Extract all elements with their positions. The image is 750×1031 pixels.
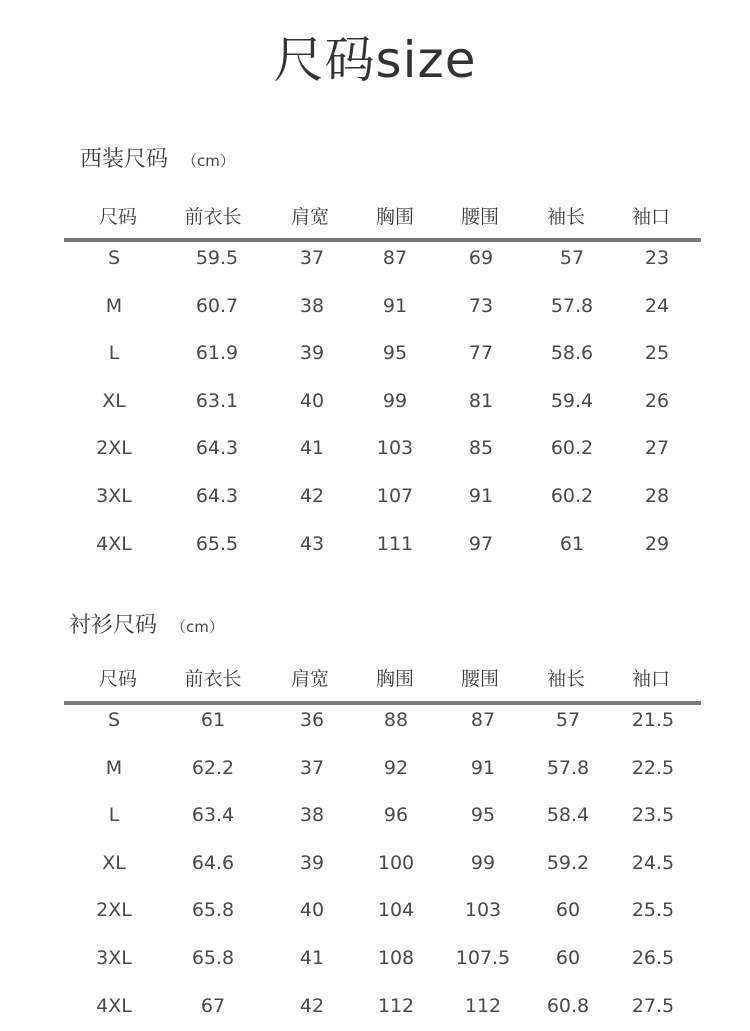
table-cell: 64.3 [195,485,239,507]
table-cell: 88 [383,709,409,731]
table-cell: 61 [559,533,585,555]
table-cell: 61 [200,709,226,731]
table-cell: 60.7 [195,295,239,317]
table-cell: L [108,804,120,826]
table-cell: 38 [299,804,325,826]
table-cell: 65.5 [195,533,239,555]
suit-header-cell: 前衣长 [184,206,242,228]
suit-unit-label: （cm） [182,152,235,170]
table-cell: 91 [468,485,494,507]
table-cell: 58.6 [550,342,594,364]
table-cell: 108 [377,947,415,969]
suit-header-cell: 腰围 [460,206,499,228]
table-cell: 64.6 [191,852,235,874]
table-cell: 21.5 [631,709,675,731]
table-cell: XL [102,852,126,874]
table-cell: 27 [644,437,670,459]
table-cell: 62.2 [191,757,235,779]
table-cell: 41 [299,947,325,969]
table-cell: 103 [376,437,414,459]
table-cell: 60 [555,899,581,921]
table-cell: S [107,247,121,269]
table-cell: 26.5 [631,947,675,969]
shirt-header-cell: 腰围 [460,668,499,690]
table-cell: 95 [470,804,496,826]
shirt-header-cell: 胸围 [375,668,414,690]
table-cell: 42 [299,485,325,507]
table-cell: 96 [383,804,409,826]
shirt-header-cell: 袖口 [631,668,670,690]
table-cell: 25 [644,342,670,364]
suit-header-cell: 肩宽 [290,206,329,228]
table-cell: 91 [470,757,496,779]
table-cell: 2XL [96,437,132,459]
table-cell: 61.9 [195,342,239,364]
suit-section-title-text: 西装尺码 [80,147,169,172]
table-cell: 58.4 [546,804,590,826]
table-cell: 24.5 [631,852,675,874]
table-cell: 60.8 [546,995,590,1017]
table-cell: 26 [644,390,670,412]
table-cell: 3XL [96,485,132,507]
table-cell: 39 [299,342,325,364]
shirt-header-divider [64,701,701,705]
table-cell: 60.2 [550,437,594,459]
table-cell: 111 [376,533,414,555]
table-cell: 59.2 [546,852,590,874]
table-cell: 24 [644,295,670,317]
table-cell: 25.5 [631,899,675,921]
table-cell: 28 [644,485,670,507]
table-cell: 40 [299,899,325,921]
table-cell: M [105,295,123,317]
suit-header-divider [64,238,701,242]
table-cell: 41 [299,437,325,459]
table-cell: 42 [299,995,325,1017]
table-cell: M [105,757,123,779]
table-cell: 77 [468,342,494,364]
table-cell: 57 [555,709,581,731]
table-cell: 107.5 [455,947,511,969]
table-cell: 3XL [96,947,132,969]
suit-header-cell: 尺码 [98,206,137,228]
table-cell: S [107,709,121,731]
table-cell: 40 [299,390,325,412]
table-cell: 4XL [96,533,132,555]
table-cell: 100 [377,852,415,874]
table-cell: 63.1 [195,390,239,412]
page-title: 尺码size [273,31,477,89]
table-cell: 29 [644,533,670,555]
table-cell: 60.2 [550,485,594,507]
table-cell: XL [102,390,126,412]
suit-header-cell: 袖口 [631,206,670,228]
table-cell: 63.4 [191,804,235,826]
table-cell: 65.8 [191,899,235,921]
table-cell: 27.5 [631,995,675,1017]
table-cell: L [108,342,120,364]
table-cell: 23.5 [631,804,675,826]
table-cell: 91 [382,295,408,317]
shirt-header-cell: 肩宽 [290,668,329,690]
table-cell: 99 [470,852,496,874]
shirt-header-cell: 尺码 [98,668,137,690]
table-cell: 57.8 [546,757,590,779]
table-cell: 92 [383,757,409,779]
table-cell: 103 [464,899,502,921]
table-cell: 57.8 [550,295,594,317]
table-cell: 99 [382,390,408,412]
shirt-header-cell: 袖长 [546,668,585,690]
suit-section-title [80,145,235,176]
table-cell: 60 [555,947,581,969]
table-cell: 87 [382,247,408,269]
table-cell: 23 [644,247,670,269]
table-cell: 38 [299,295,325,317]
shirt-header-cell: 前衣长 [184,668,242,690]
shirt-section-title [69,611,224,642]
table-cell: 4XL [96,995,132,1017]
table-cell: 107 [376,485,414,507]
table-cell: 37 [299,247,325,269]
table-cell: 67 [200,995,226,1017]
table-cell: 59.4 [550,390,594,412]
table-cell: 81 [468,390,494,412]
table-cell: 59.5 [195,247,239,269]
table-cell: 57 [559,247,585,269]
table-cell: 95 [382,342,408,364]
table-cell: 112 [377,995,415,1017]
table-cell: 73 [468,295,494,317]
suit-header-cell: 胸围 [375,206,414,228]
table-cell: 97 [468,533,494,555]
table-cell: 43 [299,533,325,555]
suit-header-cell: 袖长 [546,206,585,228]
table-cell: 104 [377,899,415,921]
table-cell: 87 [470,709,496,731]
table-cell: 22.5 [631,757,675,779]
table-cell: 36 [299,709,325,731]
table-cell: 2XL [96,899,132,921]
table-cell: 65.8 [191,947,235,969]
table-cell: 85 [468,437,494,459]
table-cell: 39 [299,852,325,874]
table-cell: 64.3 [195,437,239,459]
shirt-unit-label: （cm） [171,618,224,636]
table-cell: 37 [299,757,325,779]
table-cell: 69 [468,247,494,269]
shirt-section-title-text: 衬衫尺码 [69,613,158,638]
table-cell: 112 [464,995,502,1017]
